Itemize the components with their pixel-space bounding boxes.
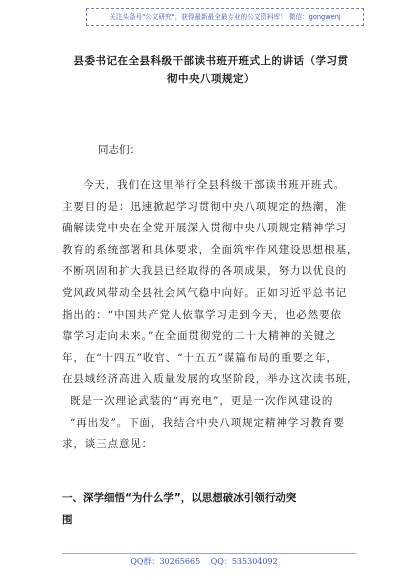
section-heading: [62, 487, 354, 531]
paragraph-line: 教育的系统部署和具体要求，全面筑牢作风建设思想根基，: [62, 243, 359, 256]
footer: [0, 556, 408, 568]
paragraph-line: 指出的：“中国共产党人依靠学习走到今天，也必然要依: [62, 308, 342, 321]
promo-header-text: 关注头条号"公文研究"，获得最新最全最专业的公文资料库！ 微信：gongwenj: [109, 13, 341, 21]
paragraph-line: 今天，我们在这里举行全县科级干部读书班开班式。: [83, 179, 346, 191]
title-line: 县委书记在全县科级干部读书班开班式上的讲话（学习贯: [73, 55, 349, 67]
title-line: 彻中央八项规定）: [167, 73, 255, 85]
paragraph-line: 在县域经济高进入质量发展的攻坚阶段，举办这次读书班，: [62, 373, 359, 386]
heading-line: 围: [62, 514, 73, 526]
paragraph-line: 确解读党中央在全党开展深入贯彻中央八项规定精神学习: [62, 222, 347, 235]
paragraph-line: 靠学习走向未来。”在全面贯彻党的二十大精神的关键之: [62, 330, 337, 343]
paragraph-line: 既是一次理论武装的“再充电”，更是一次作风建设的: [70, 394, 334, 407]
footer-qq-number: QQ：535304092: [210, 557, 278, 566]
paragraph-line: “再出发”。下面，我结合中央八项规定精神学习教育要: [70, 416, 345, 429]
promo-header-banner: [86, 8, 364, 26]
paragraph-line: 不断巩固和扩大我县已经取得的各项成果，努力以优良的: [62, 265, 347, 278]
greeting: 同志们：: [98, 144, 140, 156]
document-title: [66, 52, 356, 88]
footer-qq-group: QQ群：30265665: [130, 557, 201, 566]
paragraph-line: 年，在“十四五”收官、“十五五”谋篇布局的重要之年，: [62, 351, 338, 364]
paragraph-line: 求，谈三点意见：: [62, 438, 154, 451]
paragraph-line: 党风政风带动全县社会风气稳中向好。正如习近平总书记: [62, 286, 347, 299]
paragraph-line: 主要目的是：迅速掀起学习贯彻中央八项规定的热潮，准: [62, 200, 347, 213]
body-paragraph: [62, 175, 359, 456]
heading-line: 一、深学细悟“为什么学”，以思想破冰引领行动突: [62, 492, 297, 504]
footer-divider: [62, 553, 356, 554]
